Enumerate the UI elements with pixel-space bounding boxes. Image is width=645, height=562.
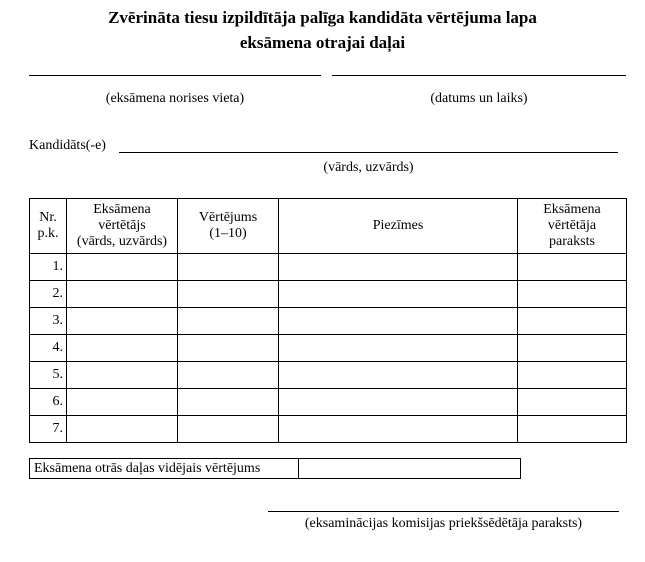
table-row <box>30 416 627 443</box>
average-score-label: Eksāmena otrās daļas vidējais vērtējums <box>30 459 299 479</box>
signature-cell[interactable] <box>518 281 627 308</box>
candidate-name-label: (vārds, uzvārds) <box>323 160 414 175</box>
candidate-name-line <box>119 152 618 153</box>
examiner-cell[interactable] <box>67 416 178 443</box>
score-cell[interactable] <box>178 308 279 335</box>
score-cell[interactable] <box>178 335 279 362</box>
score-cell[interactable] <box>178 416 279 443</box>
examiner-cell[interactable] <box>67 335 178 362</box>
signature-cell[interactable] <box>518 416 627 443</box>
row-number: 2. <box>30 281 67 308</box>
exam-place-line <box>29 75 321 76</box>
exam-place-label: (eksāmena norises vieta) <box>105 91 245 106</box>
header-score: Vērtējums (1–10) <box>178 199 279 254</box>
signature-cell[interactable] <box>518 335 627 362</box>
document-subtitle: eksāmena otrajai daļai <box>239 33 406 52</box>
signature-cell[interactable] <box>518 308 627 335</box>
header-nr: Nr. p.k. <box>30 199 67 254</box>
evaluation-table <box>29 198 627 443</box>
notes-cell[interactable] <box>279 362 518 389</box>
examiner-cell[interactable] <box>67 281 178 308</box>
signature-cell[interactable] <box>518 254 627 281</box>
examiner-cell[interactable] <box>67 362 178 389</box>
header-notes: Piezīmes <box>279 199 518 254</box>
row-number: 7. <box>30 416 67 443</box>
datetime-line <box>332 75 626 76</box>
notes-cell[interactable] <box>279 389 518 416</box>
row-number: 6. <box>30 389 67 416</box>
table-row <box>30 389 627 416</box>
chair-signature-label: (eksaminācijas komisijas priekšsēdētāja paraksts) <box>304 516 583 531</box>
notes-cell[interactable] <box>279 254 518 281</box>
average-score-cell[interactable] <box>299 459 521 479</box>
examiner-cell[interactable] <box>67 308 178 335</box>
table-row <box>30 362 627 389</box>
row-number: 5. <box>30 362 67 389</box>
signature-cell[interactable] <box>518 362 627 389</box>
signature-cell[interactable] <box>518 389 627 416</box>
score-cell[interactable] <box>178 254 279 281</box>
notes-cell[interactable] <box>279 281 518 308</box>
row-number: 4. <box>30 335 67 362</box>
table-row <box>30 254 627 281</box>
document-title: Zvērināta tiesu izpildītāja palīga kandidāta vērtējuma lapa <box>108 8 537 27</box>
candidate-label: Kandidāts(-e) <box>29 138 106 153</box>
score-cell[interactable] <box>178 281 279 308</box>
notes-cell[interactable] <box>279 416 518 443</box>
datetime-label: (datums un laiks) <box>430 91 528 106</box>
chair-signature-line <box>268 511 619 512</box>
header-signature: Eksāmena vērtētāja paraksts <box>518 199 627 254</box>
header-examiner: Eksāmena vērtētājs (vārds, uzvārds) <box>67 199 178 254</box>
examiner-cell[interactable] <box>67 254 178 281</box>
table-header-row <box>30 199 627 254</box>
score-cell[interactable] <box>178 362 279 389</box>
notes-cell[interactable] <box>279 308 518 335</box>
examiner-cell[interactable] <box>67 389 178 416</box>
score-cell[interactable] <box>178 389 279 416</box>
row-number: 3. <box>30 308 67 335</box>
table-row <box>30 335 627 362</box>
table-row <box>30 308 627 335</box>
table-row <box>30 281 627 308</box>
row-number: 1. <box>30 254 67 281</box>
average-score-table <box>29 458 521 479</box>
notes-cell[interactable] <box>279 335 518 362</box>
